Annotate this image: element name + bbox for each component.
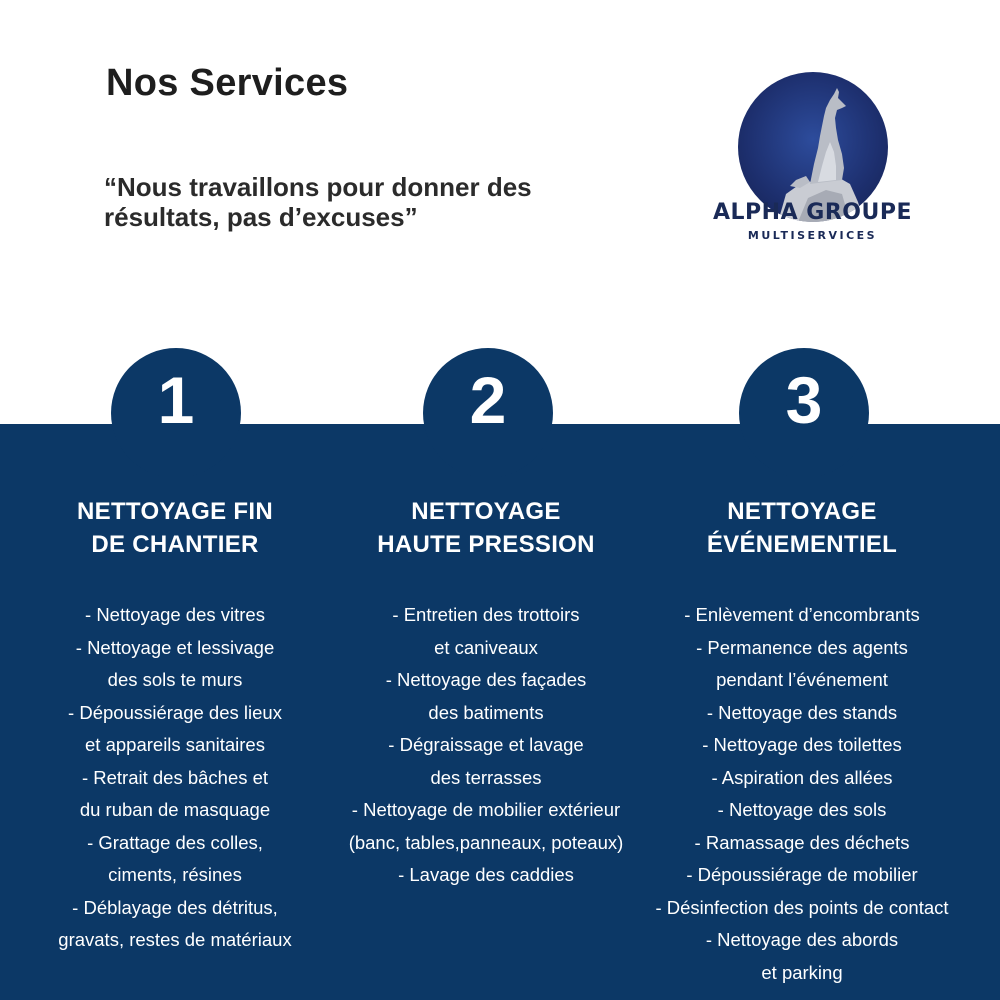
list-item: - Retrait des bâches et bbox=[81, 766, 269, 788]
list-item: - Lavage des caddies bbox=[398, 864, 574, 885]
list-item: - Entretien des trottoirs bbox=[392, 604, 580, 625]
service-title-1: NETTOYAGE FIN DE CHANTIER bbox=[77, 498, 273, 558]
list-item: pendant l’événement bbox=[716, 669, 888, 690]
list-item: - Nettoyage des vitres bbox=[85, 604, 265, 625]
service-number-2: 2 bbox=[423, 348, 553, 478]
list-item: - Déblayage des détritus, bbox=[72, 896, 278, 918]
list-item: des batiments bbox=[428, 701, 544, 723]
list-item: - Permanence des agents bbox=[696, 636, 908, 658]
service-list-3 bbox=[632, 599, 972, 989]
list-item: des terrasses bbox=[430, 766, 542, 788]
service-number-1: 1 bbox=[111, 348, 241, 478]
list-item: - Dépoussiérage des lieux bbox=[68, 701, 282, 723]
list-item: des sols te murs bbox=[107, 669, 243, 690]
list-item: ciments, résines bbox=[108, 864, 242, 885]
company-logo bbox=[705, 72, 920, 247]
list-item: - Ramassage des déchets bbox=[694, 831, 910, 853]
list-item: - Nettoyage des sols bbox=[717, 799, 887, 820]
list-item: et parking bbox=[761, 961, 843, 983]
list-item: - Aspiration des allées bbox=[711, 766, 893, 788]
list-item: gravats, restes de matériaux bbox=[58, 929, 292, 950]
service-column-3 bbox=[632, 495, 972, 989]
list-item: - Dégraissage et lavage bbox=[388, 734, 584, 755]
service-title-3: NETTOYAGE ÉVÉNEMENTIEL bbox=[706, 498, 898, 558]
list-item: et appareils sanitaires bbox=[85, 734, 265, 755]
list-item: du ruban de masquage bbox=[79, 799, 271, 820]
list-item: - Nettoyage des stands bbox=[706, 701, 898, 723]
quote-line-2: résultats, pas d’excuses” bbox=[104, 202, 418, 232]
list-item: - Grattage des colles, bbox=[87, 831, 263, 853]
list-item: - Nettoyage et lessivage bbox=[75, 636, 275, 658]
service-list-1 bbox=[20, 599, 330, 957]
quote-line-1: “Nous travaillons pour donner des bbox=[104, 172, 532, 202]
service-column-2 bbox=[330, 495, 642, 892]
service-number-3: 3 bbox=[739, 348, 869, 478]
service-column-1 bbox=[20, 495, 330, 957]
list-item: (banc, tables,panneaux, poteaux) bbox=[348, 831, 624, 853]
list-item: et caniveaux bbox=[434, 636, 538, 658]
logo-tagline: MULTISERVICES bbox=[747, 229, 878, 242]
logo-name: ALPHA GROUPE bbox=[713, 200, 912, 225]
list-item: - Nettoyage des toilettes bbox=[702, 734, 902, 755]
service-list-2 bbox=[330, 599, 642, 892]
tagline-quote bbox=[104, 172, 624, 232]
list-item: - Nettoyage des abords bbox=[705, 929, 899, 950]
list-item: - Nettoyage des façades bbox=[385, 669, 587, 690]
service-title-2: NETTOYAGE HAUTE PRESSION bbox=[377, 498, 595, 558]
page-title: Nos Services bbox=[106, 62, 349, 104]
list-item: - Nettoyage de mobilier extérieur bbox=[351, 799, 621, 820]
list-item: - Désinfection des points de contact bbox=[655, 896, 949, 918]
list-item: - Dépoussiérage de mobilier bbox=[686, 864, 918, 885]
list-item: - Enlèvement d’encombrants bbox=[684, 604, 920, 625]
